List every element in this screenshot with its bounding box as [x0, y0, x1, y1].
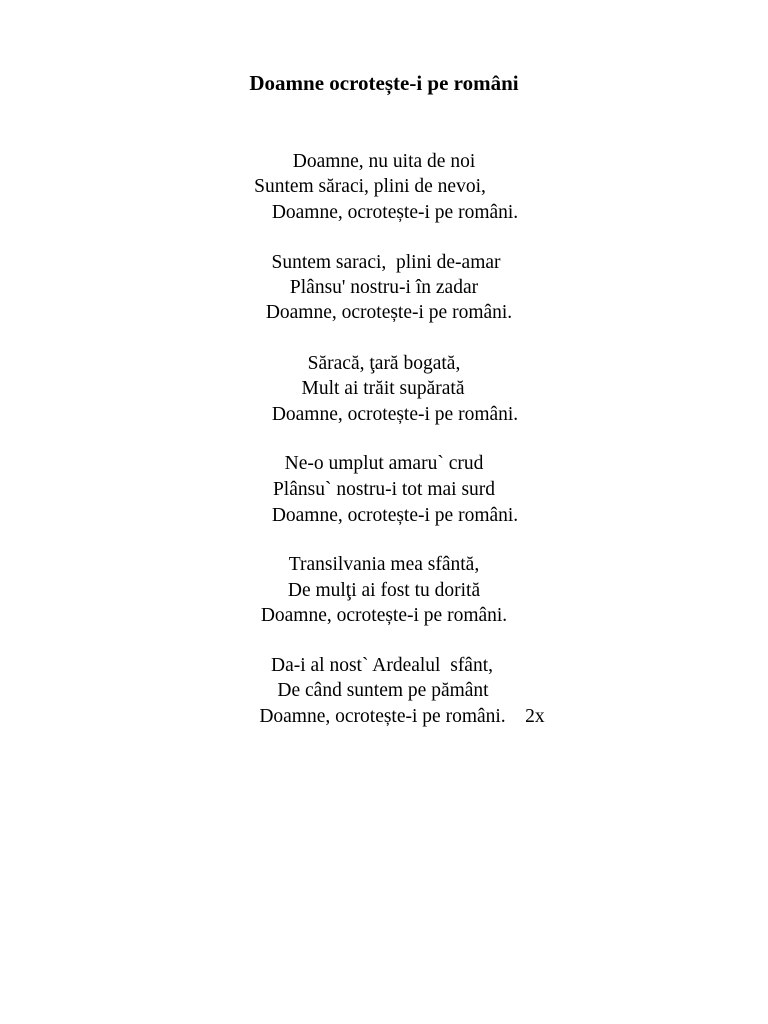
stanza-4-line-1: Ne-o umplut amaru` crud: [284, 453, 484, 474]
stanza-6-line-2: De când suntem pe pământ: [277, 680, 489, 701]
stanza-1-line-1: Doamne, nu uita de noi: [292, 151, 476, 172]
stanza-2-line-3: Doamne, ocrotește-i pe români.: [265, 302, 513, 323]
stanza-2-line-2: Plânsu' nostru-i în zadar: [289, 277, 479, 298]
stanza-6-line-1: Da-i al nost` Ardealul sfânt,: [270, 655, 494, 676]
stanza-4-line-2: Plânsu` nostru-i tot mai surd: [272, 479, 496, 500]
stanza-4-line-3: Doamne, ocrotește-i pe români.: [271, 505, 519, 526]
stanza-1-line-3: Doamne, ocrotește-i pe români.: [271, 202, 519, 223]
stanza-5-line-1: Transilvania mea sfântă,: [288, 554, 480, 575]
stanza-3-line-3: Doamne, ocrotește-i pe români.: [271, 404, 519, 425]
stanza-6-line-3: Doamne, ocrotește-i pe români. 2x: [259, 706, 545, 727]
document-title: Doamne ocrotește-i pe români: [249, 71, 519, 95]
stanza-1-line-2: Suntem săraci, plini de nevoi,: [254, 176, 486, 197]
stanza-5-line-2: De mulţi ai fost tu dorită: [287, 580, 481, 601]
stanza-3-line-2: Mult ai trăit supărată: [301, 378, 465, 399]
stanza-5-line-3: Doamne, ocrotește-i pe români.: [260, 605, 508, 626]
stanza-2-line-1: Suntem saraci, plini de-amar: [271, 252, 501, 273]
stanza-3-line-1: Săracă, ţară bogată,: [307, 353, 461, 374]
